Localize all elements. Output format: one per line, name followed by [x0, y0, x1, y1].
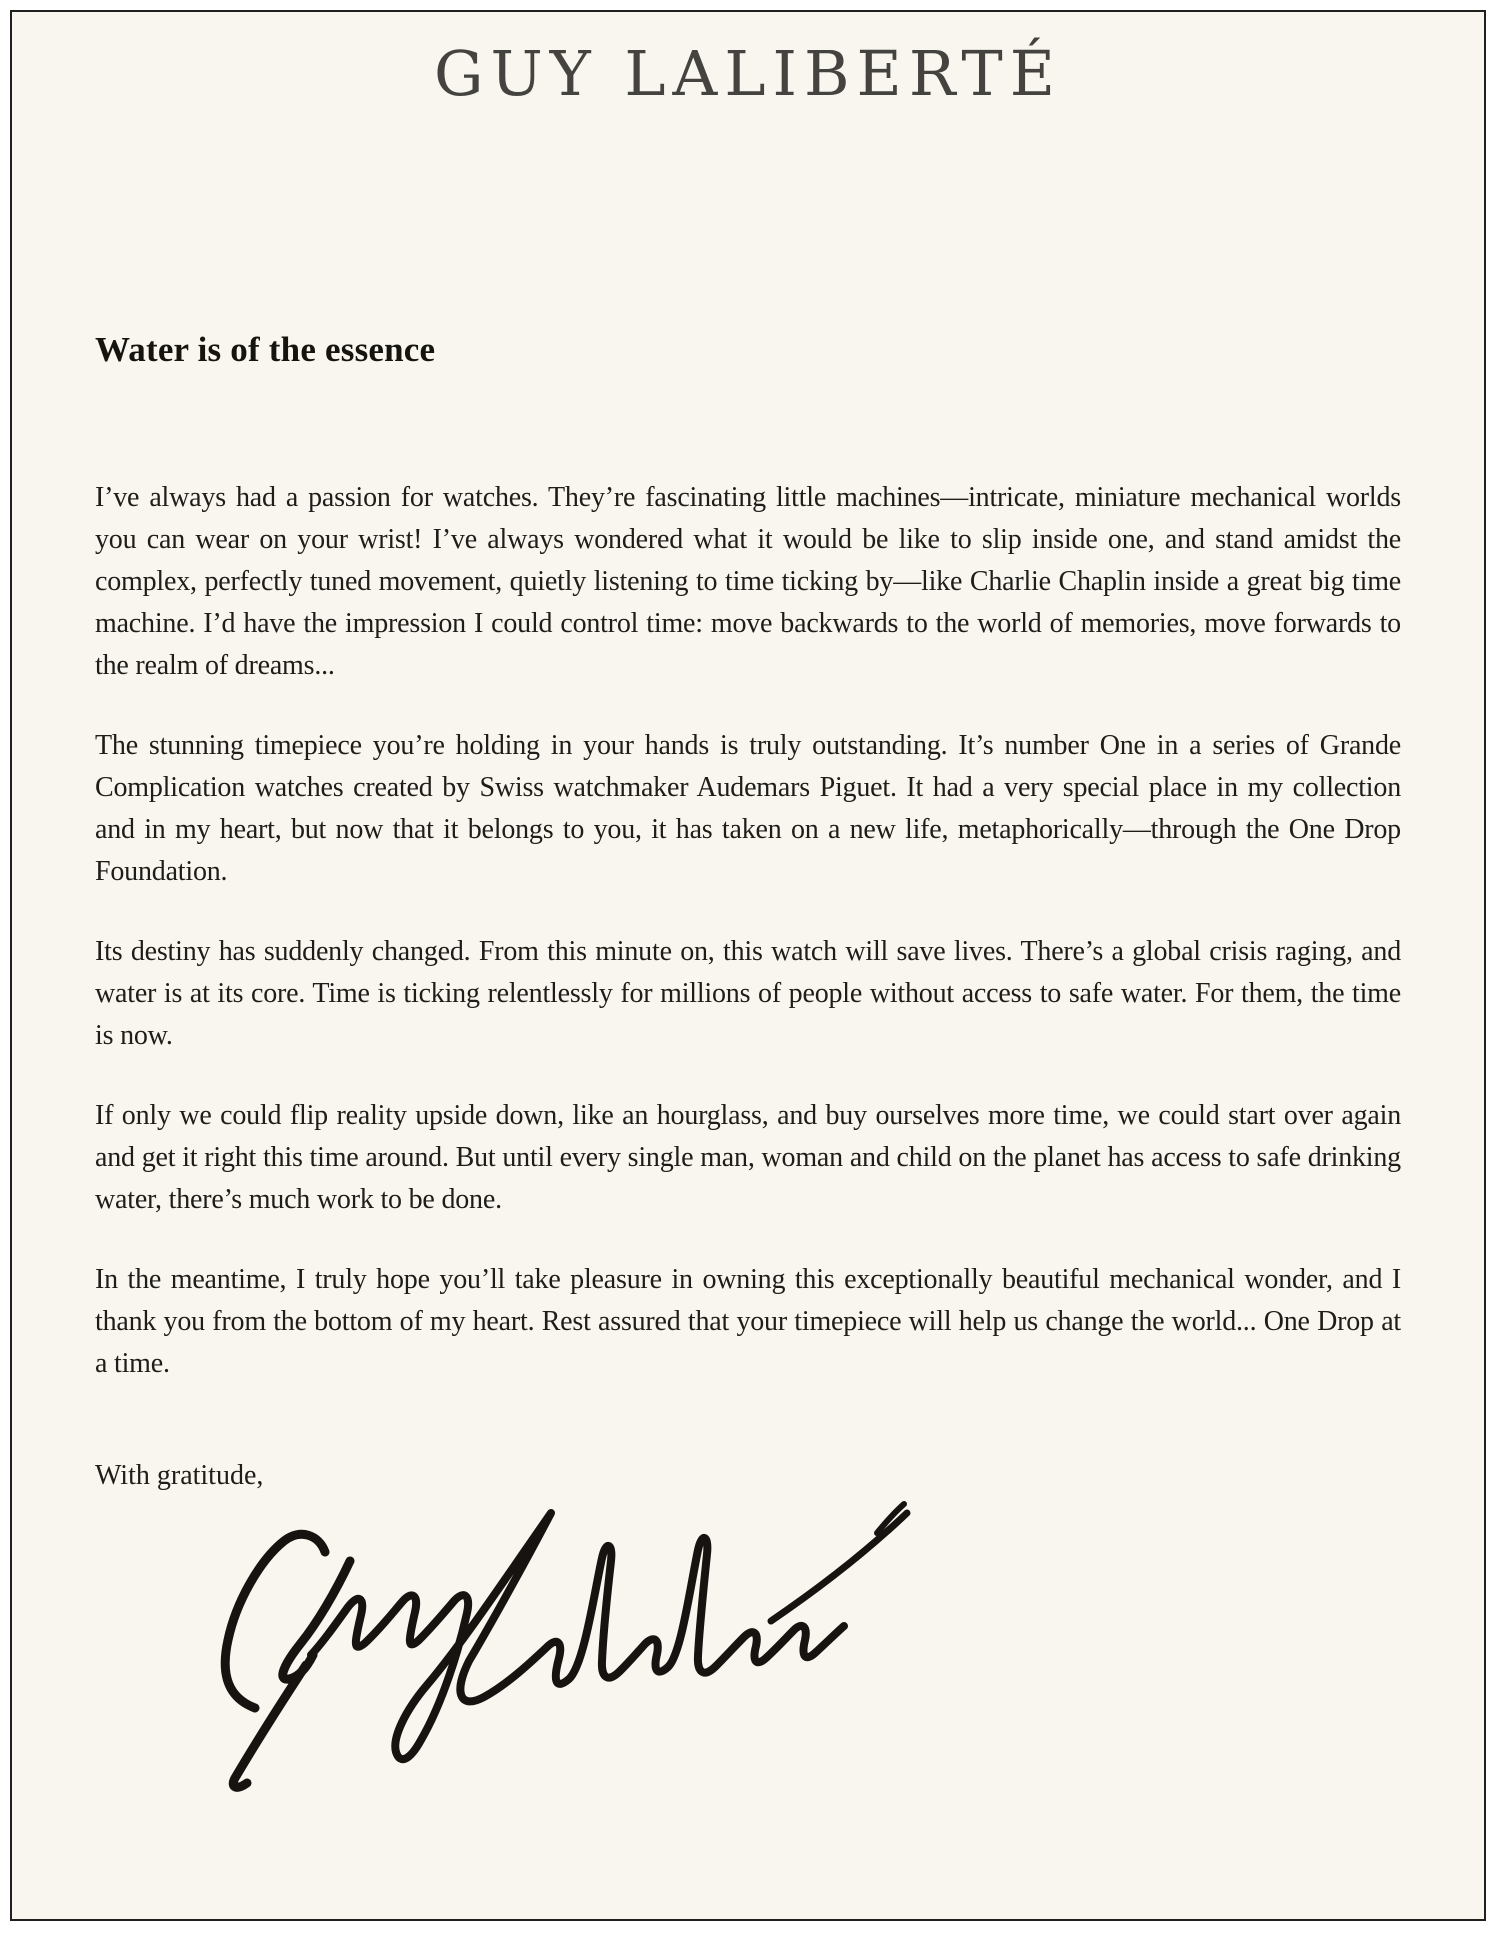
signature-stroke-name	[311, 1513, 844, 1759]
closing-salutation: With gratitude,	[95, 1460, 264, 1492]
paragraph: The stunning timepiece you’re holding in your hands is truly outstanding. It’s number One in a series of Grande Complication watches created by Swiss watchmaker Audemars Piguet. It had a very special place in my collection and in my heart, but now that it belongs to you, it has taken on a new life, metaphorically—through the One Drop Foundation.	[95, 730, 1401, 888]
signature-stroke-g-arc	[225, 1534, 325, 1708]
signature-stroke-crossbar	[771, 1513, 907, 1621]
paragraph: If only we could flip reality upside down, like an hourglass, and buy ourselves more time, we could start over again and get it right this time around. But until every single man, woman and child on the planet has access to safe drinking water, there’s much work to be done.	[95, 1100, 1401, 1216]
letter-sheet	[10, 10, 1486, 1921]
letter-content	[12, 37, 1484, 1797]
paragraph: I’ve always had a passion for watches. They’re fascinating little machines—intricate, miniature mechanical worlds you can wear on your wrist! I’ve always wondered what it would be like to slip inside one, and stand amidst the complex, perfectly tuned movement, quietly listening to time ticking by—like Charlie Chaplin inside a great big time machine. I’d have the impression I could control time: move backwards to the world of memories, move forwards to the realm of dreams...	[95, 482, 1401, 682]
signature-image	[173, 1497, 913, 1797]
letter-title: Water is of the essence	[95, 330, 436, 370]
letter-body	[95, 477, 1401, 1385]
signature-stroke-g-stem	[233, 1561, 350, 1787]
paragraph: Its destiny has suddenly changed. From this minute on, this watch will save lives. There’s a global crisis raging, and water is at its core. Time is ticking relentlessly for millions of people without access to safe water. For them, the time is now.	[95, 936, 1401, 1052]
letterhead-name: GUY LALIBERTÉ	[433, 37, 1063, 110]
paragraph: In the meantime, I truly hope you’ll take pleasure in owning this exceptionally beautiful mechanical wonder, and I thank you from the bottom of my heart. Rest assured that your timepiece will help us change the world... One Drop at a time.	[95, 1264, 1401, 1380]
